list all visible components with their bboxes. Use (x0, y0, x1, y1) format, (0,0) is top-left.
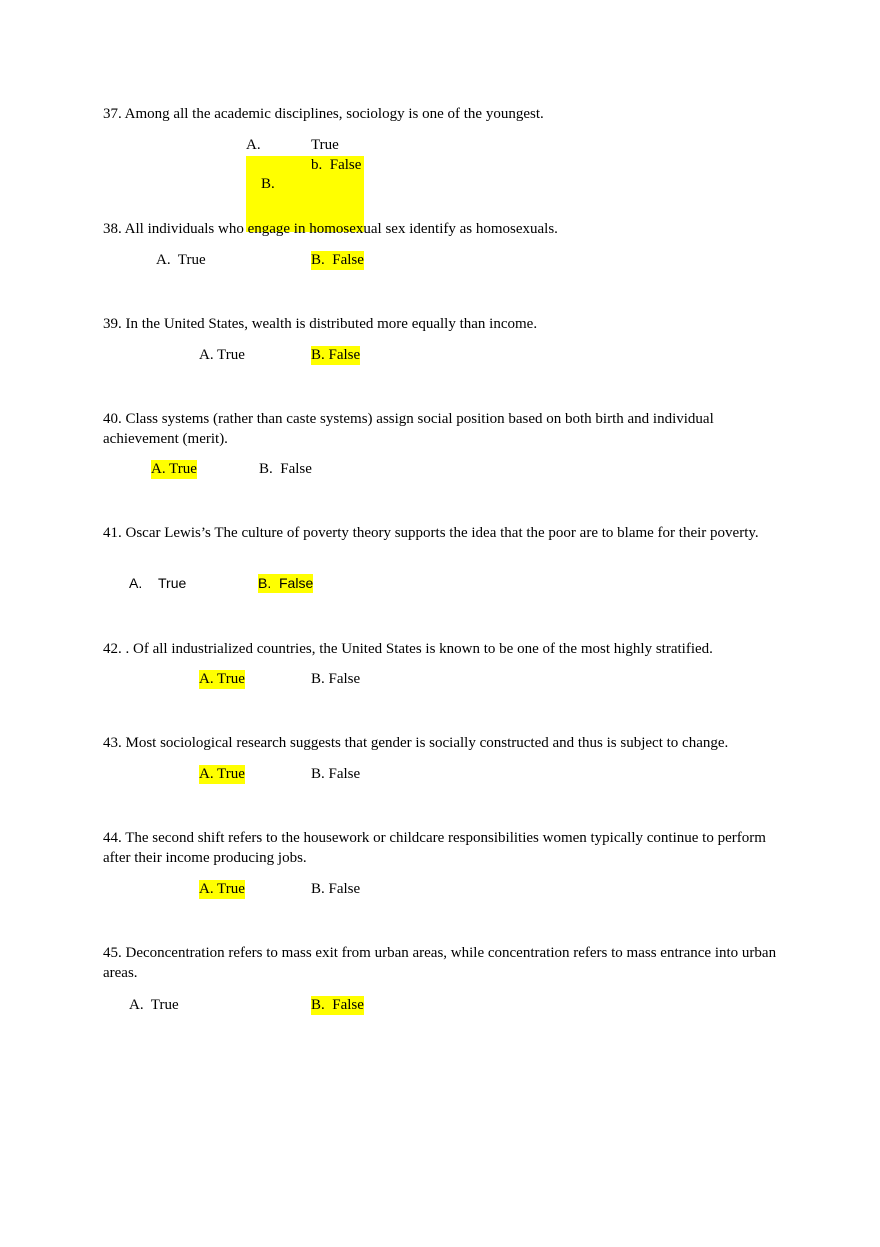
question-37: 37. Among all the academic disciplines, sociology is one of the youngest. (103, 106, 544, 122)
q45-option-b: B. False (311, 997, 364, 1013)
question-45: 45. Deconcentration refers to mass exit from urban areas, while concentration refers to mass entrance into urban areas. (103, 945, 777, 981)
question-38: 38. All individuals who engage in homosexual sex identify as homosexuals. (103, 221, 558, 237)
q44-option-b: B. False (311, 881, 361, 897)
q39-option-a: A. True (199, 347, 245, 363)
q38-option-a: A. True (156, 252, 206, 268)
q39-option-b: B. False (311, 347, 361, 363)
q37-option-a-text: True (311, 137, 339, 153)
q42-option-a: A. True (199, 671, 245, 687)
q41-option-b: B. False (258, 575, 314, 591)
question-40: 40. Class systems (rather than caste systems) assign social position based on both birth and individual achievement (merit). (103, 411, 714, 447)
q45-option-a: A. True (129, 997, 179, 1013)
q37-option-a-letter: A. (246, 137, 261, 153)
q37-option-b-text: b. False (311, 157, 362, 173)
q37-option-b-letter: B. (261, 176, 275, 192)
q42-option-b: B. False (311, 671, 361, 687)
q41-option-a-letter: A. (129, 575, 143, 591)
q41-option-a-text: True (158, 575, 187, 591)
q43-option-b: B. False (311, 766, 361, 782)
q43-option-a: A. True (199, 766, 245, 782)
q44-option-a: A. True (199, 881, 245, 897)
q38-option-b: B. False (311, 252, 364, 268)
question-43: 43. Most sociological research suggests that gender is socially constructed and thus is subject to change. (103, 735, 729, 751)
question-42: 42. . Of all industrialized countries, the United States is known to be one of the most highly stratified. (103, 641, 713, 657)
question-41: 41. Oscar Lewis’s The culture of poverty theory supports the idea that the poor are to blame for their poverty. (103, 525, 759, 541)
question-44: 44. The second shift refers to the housework or childcare responsibilities women typically continue to perform after their income producing jobs. (103, 830, 766, 866)
q40-option-b: B. False (259, 461, 312, 477)
q40-option-a: A. True (151, 461, 197, 477)
question-39: 39. In the United States, wealth is distributed more equally than income. (103, 316, 538, 332)
